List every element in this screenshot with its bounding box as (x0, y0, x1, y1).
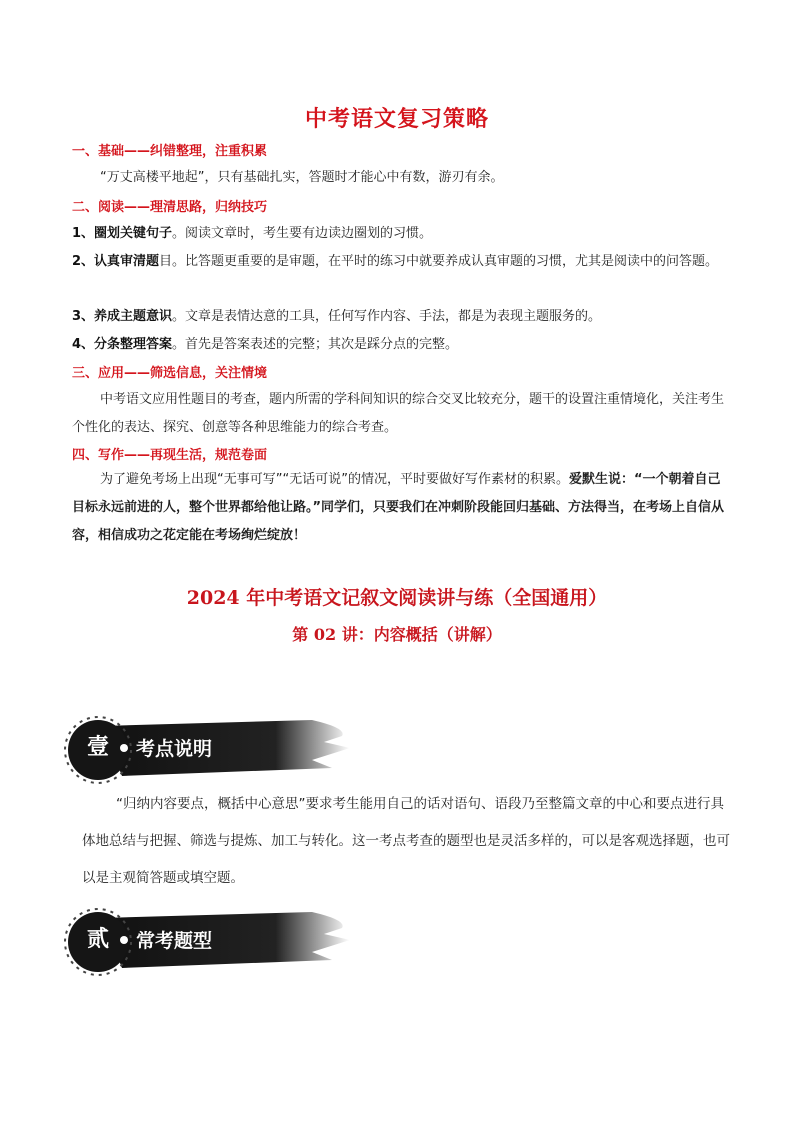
lecture-series-title: 2024 年中考语文记叙文阅读讲与练（全国通用） (186, 587, 608, 609)
writing-normal: 为了避免考场上出现“无事可写”“无话可说”的情况，平时要做好写作素材的积累。 (100, 472, 569, 487)
writing-bold: 爱默生说：“一个朝着自己目标永远前进的人，整个世界都给他让路。”同学们，只要我们在冲刺阶段能回归基础、方法得当，在考场上自信从容，相信成功之花定能在考场绚烂绽放！ (72, 472, 725, 543)
section-badge-kaodian (62, 714, 352, 786)
paragraph-explain: “归纳内容要点，概括中心意思”要求考生能用自己的话对语句、语段乃至整篇文章的中心和要点进行具体地总结与把握、筛选与提炼、加工与转化。这一考点考查的题型也是灵活多样的，可以是客观选择题，也可以是主观简答题或填空题。 (82, 796, 730, 886)
item-bold: 1、圈划关键句子 (72, 226, 173, 241)
badge-label: 考点说明 (136, 738, 213, 760)
item-text: 目。比答题更重要的是审题，在平时的练习中就要养成认真审题的习惯，尤其是阅读中的问答题。 (159, 254, 719, 269)
item-text: 。首先是答案表述的完整；其次是踩分点的完整。 (172, 337, 459, 352)
badge-number: 壹 (86, 734, 109, 760)
badge-label: 常考题型 (136, 930, 213, 952)
paragraph-writing (72, 466, 732, 550)
section-heading-2: 二、阅读——理清思路，归纳技巧 (72, 200, 268, 215)
page-title: 中考语文复习策略 (304, 107, 489, 132)
bullet-dot-icon (120, 744, 128, 752)
section-badge-tixing (62, 906, 352, 978)
section-heading-4: 四、写作——再现生活，规范卷面 (72, 448, 268, 463)
bullet-dot-icon (120, 936, 128, 944)
badge-number: 贰 (86, 926, 109, 952)
list-item (72, 303, 732, 331)
list-item (72, 248, 732, 276)
section-heading-3: 三、应用——筛选信息，关注情境 (72, 366, 268, 381)
list-item (72, 331, 732, 359)
item-text: 。阅读文章时，考生要有边读边圈划的习惯。 (172, 226, 433, 241)
paragraph-basics: “万丈高楼平地起”，只有基础扎实，答题时才能心中有数，游刃有余。 (100, 170, 504, 185)
item-bold: 3、养成主题意识 (72, 309, 173, 324)
list-item (72, 220, 732, 248)
item-bold: 2、认真审清题 (72, 254, 160, 269)
section-heading-1: 一、基础——纠错整理，注重积累 (72, 144, 268, 159)
item-bold: 4、分条整理答案 (72, 337, 173, 352)
item-text: 。文章是表情达意的工具，任何写作内容、手法，都是为表现主题服务的。 (172, 309, 602, 324)
paragraph-application: 中考语文应用性题目的考查，题内所需的学科间知识的综合交叉比较充分，题干的设置注重情境化，关注考生个性化的表达、探究、创意等各种思维能力的综合考查。 (72, 392, 725, 435)
lecture-subtitle: 第 02 讲：内容概括（讲解） (292, 625, 502, 644)
